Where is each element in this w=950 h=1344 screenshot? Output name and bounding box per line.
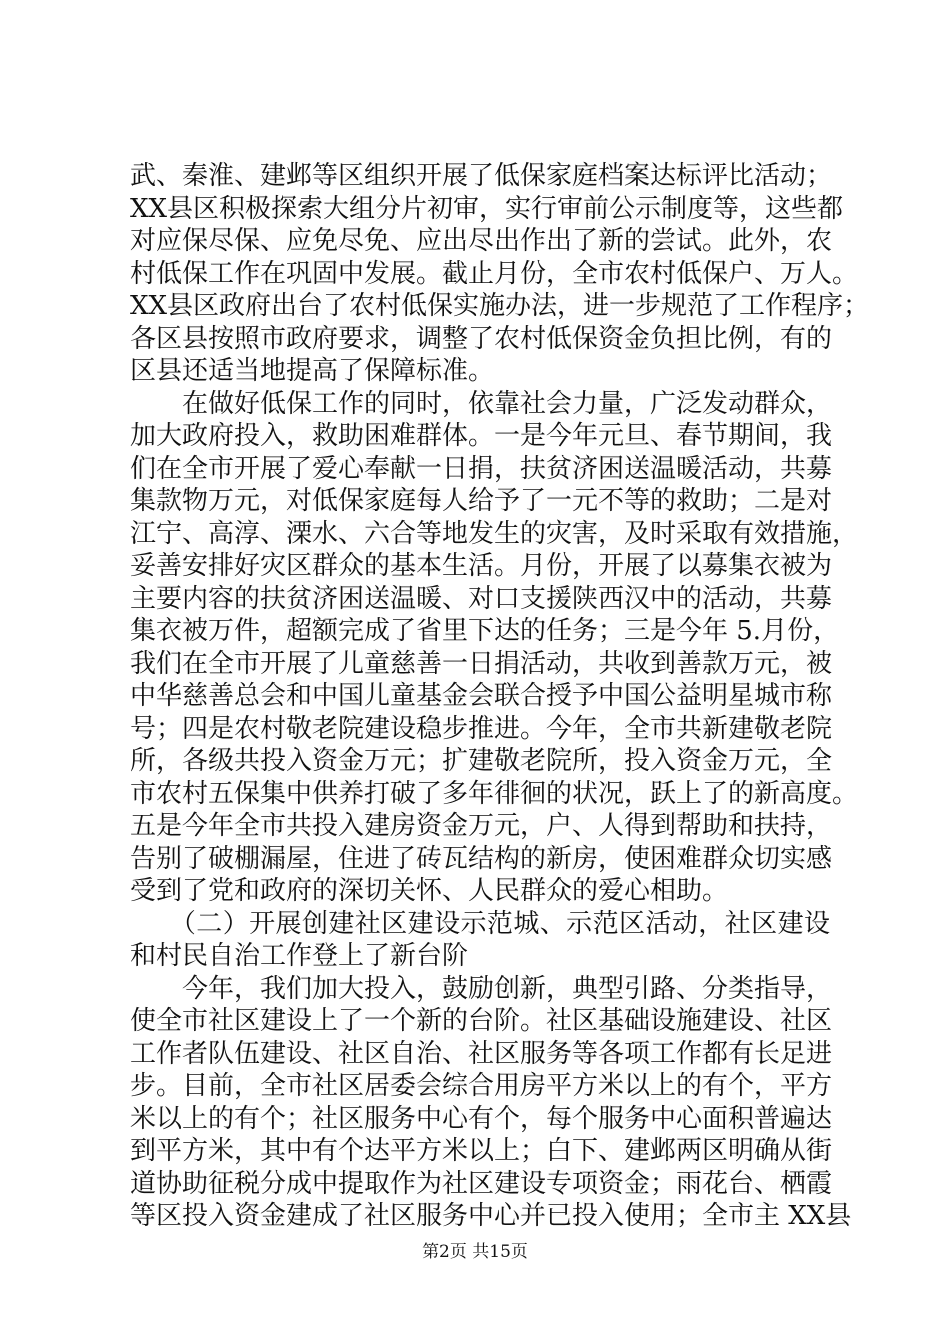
text-line: 告别了破棚漏屋，住进了砖瓦结构的新房，使困难群众切实感	[130, 843, 833, 874]
text-line: 主要内容的扶贫济困送温暖、对口支援陕西汉中的活动，共募	[130, 583, 833, 614]
text-line: 对应保尽保、应免尽免、应出尽出作出了新的尝试。此外，农	[130, 226, 833, 256]
text-line: 今年，我们加大投入，鼓励创新，典型引路、分类指导，	[130, 973, 833, 1004]
text-line: 集衣被万件，超额完成了省里下达的任务；三是今年 5.月份，	[130, 616, 840, 646]
text-line: 各区县按照市政府要求，调整了农村低保资金负担比例，有的	[130, 323, 833, 354]
text-line: 集款物万元，对低保家庭每人给予了一元不等的救助；二是对	[130, 486, 833, 516]
text-line: 使全市社区建设上了一个新的台阶。社区基础设施建设、社区	[130, 1006, 833, 1036]
text-line: 们在全市开展了爱心奉献一日捐，扶贫济困送温暖活动，共募	[130, 453, 833, 484]
text-line: 步。目前，全市社区居委会综合用房平方米以上的有个，平方	[130, 1071, 833, 1101]
page-footer: 第2页 共15页	[422, 1242, 528, 1262]
text-line: 所，各级共投入资金万元；扩建敬老院所，投入资金万元，全	[130, 746, 833, 776]
text-line: 中华慈善总会和中国儿童基金会联合授予中国公益明星城市称	[130, 681, 833, 711]
text-line: 我们在全市开展了儿童慈善一日捐活动，共收到善款万元，被	[130, 648, 833, 679]
text-line: 受到了党和政府的深切关怀、人民群众的爱心相助。	[130, 876, 729, 906]
text-line: 等区投入资金建成了社区服务中心并已投入使用；全市主 XX县	[130, 1201, 852, 1231]
text-line: 工作者队伍建设、社区自治、社区服务等各项工作都有长足进	[130, 1038, 833, 1069]
text-line: 加大政府投入，救助困难群体。一是今年元旦、春节期间，我	[130, 421, 833, 451]
text-line: XX县区积极探索大组分片初审，实行审前公示制度等，这些都	[130, 193, 844, 224]
text-line: 到平方米，其中有个达平方米以上；白下、建邺两区明确从街	[130, 1136, 833, 1166]
text-line: 道协助征税分成中提取作为社区建设专项资金；雨花台、栖霞	[130, 1168, 833, 1199]
text-line: 在做好低保工作的同时，依靠社会力量，广泛发动群众，	[130, 388, 833, 419]
text-line: 五是今年全市共投入建房资金万元，户、人得到帮助和扶持，	[130, 811, 833, 841]
text-line: 村低保工作在巩固中发展。截止月份，全市农村低保户、万人。	[130, 258, 859, 289]
text-line: 武、秦淮、建邺等区组织开展了低保家庭档案达标评比活动；	[130, 161, 833, 191]
text-line: XX县区政府出台了农村低保实施办法，进一步规范了工作程序；	[130, 291, 870, 321]
text-line: （二）开展创建社区建设示范城、示范区活动，社区建设	[130, 908, 830, 939]
text-line: 和村民自治工作登上了新台阶	[130, 941, 469, 971]
text-line: 市农村五保集中供养打破了多年徘徊的状况，跃上了的新高度。	[130, 778, 859, 809]
body-text	[130, 160, 870, 1233]
text-line: 区县还适当地提高了保障标准。	[130, 356, 495, 386]
text-line: 米以上的有个；社区服务中心有个，每个服务中心面积普遍达	[130, 1103, 833, 1134]
text-line: 妥善安排好灾区群众的基本生活。月份，开展了以募集衣被为	[130, 551, 833, 581]
text-line: 号；四是农村敬老院建设稳步推进。今年，全市共新建敬老院	[130, 713, 833, 744]
text-line: 江宁、高淳、溧水、六合等地发生的灾害，及时采取有效措施，	[130, 518, 859, 549]
